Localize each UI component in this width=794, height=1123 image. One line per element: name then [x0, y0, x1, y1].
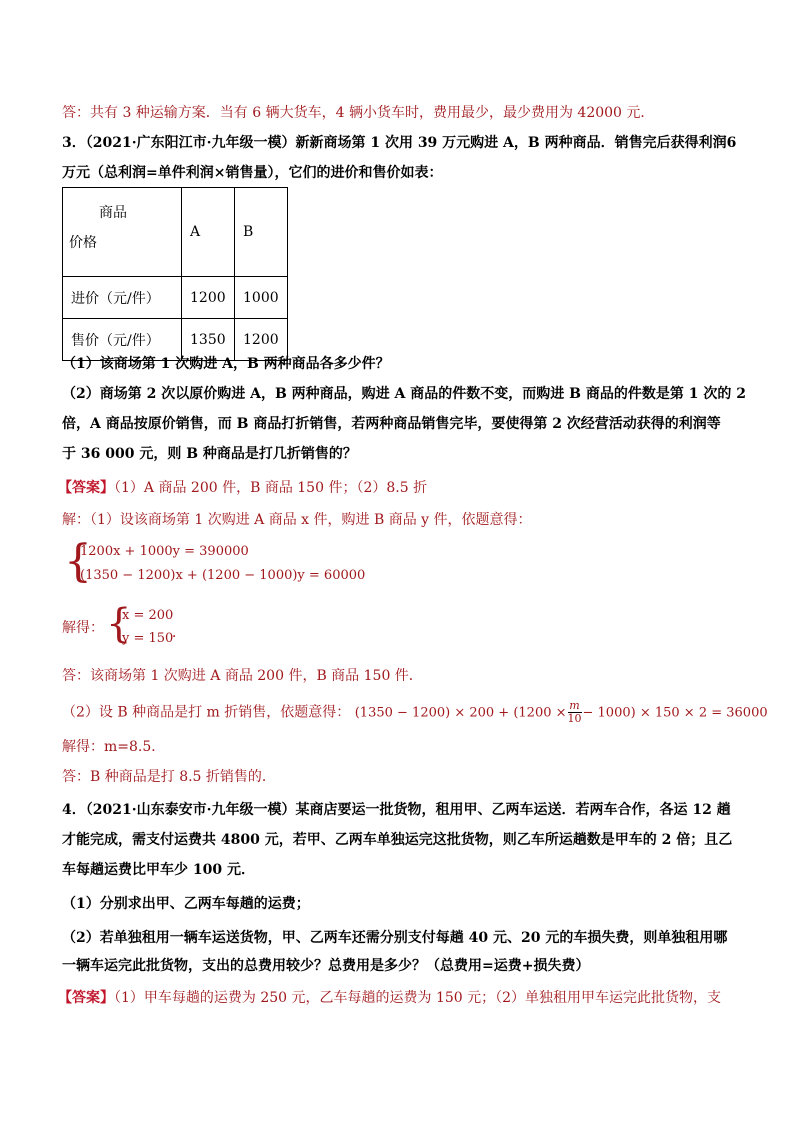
q4-stem-line1: 4．（2021·山东泰安市·九年级一模）某商店要运一批货物，租用甲、乙两车运送．若两车合作，各运 12 趟	[62, 802, 731, 818]
q3-answer-1: 答：该商场第 1 次购进 A 商品 200 件，B 商品 150 件．	[62, 668, 423, 684]
q4-stem-line2: 才能完成，需支付运费共 4800 元，若甲、乙两车单独运完这批货物，则乙车所运趟数是甲车的 2 倍；且乙	[62, 832, 733, 848]
cell-b: 1200	[235, 319, 288, 361]
row-label: 售价（元/件）	[63, 319, 182, 361]
q3-part1: （1）该商场第 1 次购进 A，B 两种商品各多少件？	[62, 356, 390, 372]
answer-tag: 【答案】	[58, 990, 114, 1006]
q3-answer-2: 答：B 种商品是打 8.5 折销售的．	[62, 769, 276, 785]
q3-solution-intro: 解：（1）设该商场第 1 次购进 A 商品 x 件，购进 B 商品 y 件，依题意得：	[62, 512, 532, 528]
answer-q2: 答：共有 3 种运输方案．当有 6 辆大货车，4 辆小货车时，费用最少，最少费用为 42000 元．	[62, 105, 655, 121]
fraction-m-over-10	[568, 700, 582, 725]
q3-part2-solution	[62, 700, 768, 725]
header-col-b: B	[235, 188, 288, 277]
cell-a: 1200	[182, 277, 235, 319]
fraction-numerator: m	[569, 699, 580, 712]
system-brace: {	[64, 536, 92, 587]
solution-y: y = 150	[122, 631, 174, 646]
solution-brace: {	[106, 601, 132, 647]
part2-eq-left: (1350 − 1200) × 200 + (1200 ×	[354, 705, 567, 721]
q3-part2-line3: 于 36 000 元，则 B 种商品是打几折销售的？	[62, 446, 357, 462]
price-table	[62, 187, 288, 361]
answer-text: （1）甲车每趟的运费为 250 元，乙车每趟的运费为 150 元；（2）单独租用甲车运完此批货物，支	[114, 990, 722, 1006]
q3-part2-line1: （2）商场第 2 次以原价购进 A，B 两种商品，购进 A 商品的件数不变，而购进 B 商品的件数是第 1 次的 2	[62, 386, 746, 402]
header-col-a: A	[182, 188, 235, 277]
table-row	[63, 277, 288, 319]
header-goods: 商品	[99, 205, 127, 221]
fraction-denominator: 10	[567, 712, 582, 725]
equation-1: 1200x + 1000y = 390000	[80, 544, 249, 559]
solve-label: 解得：	[62, 620, 104, 636]
answer-text: （1）A 商品 200 件，B 商品 150 件；（2）8.5 折	[114, 480, 428, 496]
m-result: 解得：m=8.5．	[62, 739, 166, 755]
header-price: 价格	[69, 235, 97, 251]
q3-stem-line2: 万元（总利润=单件利润×销售量），它们的进价和售价如表：	[62, 165, 443, 181]
equation-2: (1350 − 1200)x + (1200 − 1000)y = 60000	[80, 568, 366, 583]
part2-eq-right: − 1000) × 150 × 2 = 36000	[582, 705, 768, 721]
part2-intro: （2）设 B 种商品是打 m 折销售，依题意得：	[62, 704, 351, 721]
cell-a: 1350	[182, 319, 235, 361]
row-label: 进价（元/件）	[63, 277, 182, 319]
cell-b: 1000	[235, 277, 288, 319]
q3-stem-line1: 3．（2021·广东阳江市·九年级一模）新新商场第 1 次用 39 万元购进 A，B 两种商品．销售完后获得利润6	[62, 135, 737, 151]
q3-part2-line2: 倍，A 商品按原价销售，而 B 商品打折销售，若两种商品销售完毕，要使得第 2 次经营活动获得的利润等	[62, 416, 721, 432]
q3-answer	[58, 478, 427, 498]
table-header-diagonal-cell	[63, 188, 182, 277]
q4-answer	[58, 988, 721, 1008]
solution-x: x = 200	[122, 608, 174, 623]
solution-end: ．	[172, 625, 186, 641]
q4-part2-line2: 一辆车运完此批货物，支出的总费用较少？总费用是多少？（总费用=运费+损失费）	[62, 958, 590, 974]
q4-stem-line3: 车每趟运费比甲车少 100 元．	[62, 862, 255, 878]
answer-tag: 【答案】	[58, 480, 114, 496]
q4-part1: （1）分别求出甲、乙两车每趟的运费；	[62, 896, 310, 912]
q4-part2-line1: （2）若单独租用一辆车运送货物，甲、乙两车还需分别支付每趟 40 元、20 元的车损失费，则单独租用哪	[62, 930, 728, 946]
